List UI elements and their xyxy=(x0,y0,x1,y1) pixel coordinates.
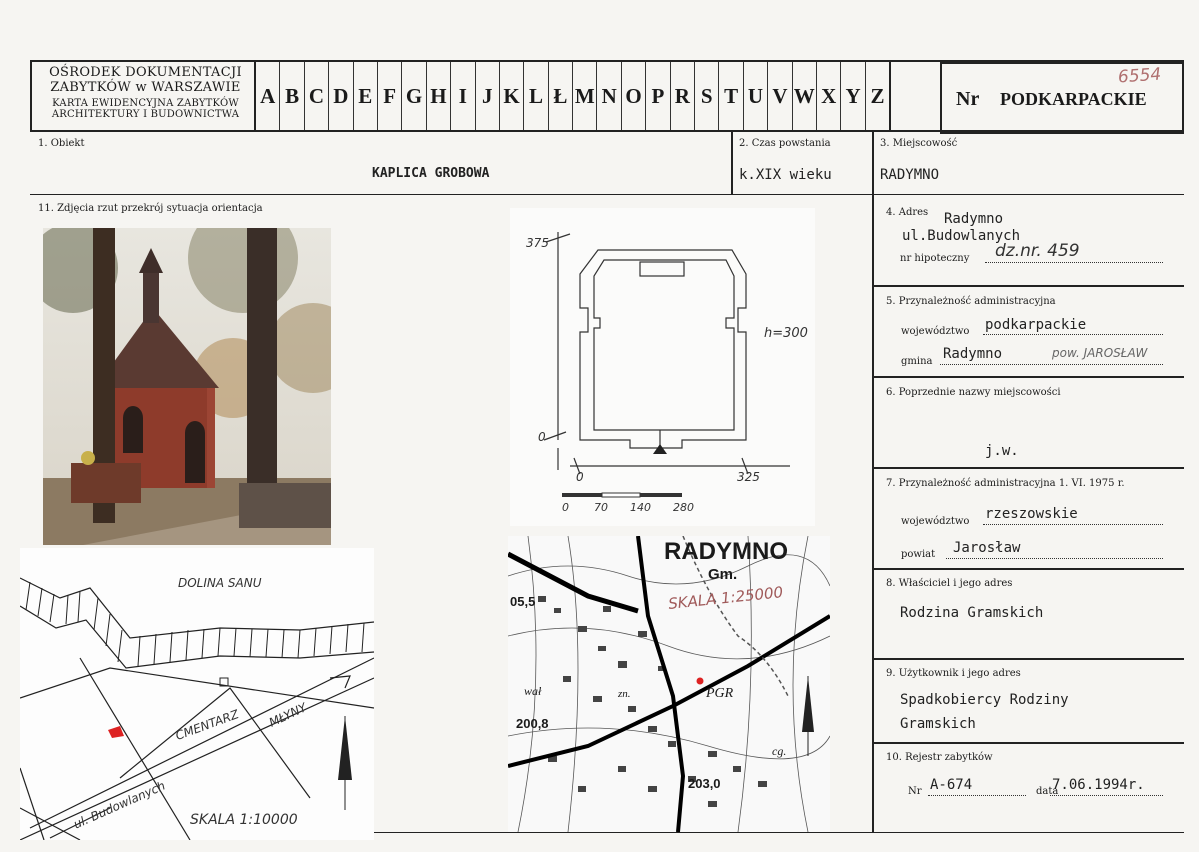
adres-line2: ul.Budowlanych xyxy=(902,228,1021,244)
letter-cell: M xyxy=(573,62,597,130)
chapel-photo xyxy=(43,228,331,545)
przynaleznosc-label: 5. Przynależność administracyjna xyxy=(886,296,1056,307)
obiekt-value: KAPLICA GROBOWA xyxy=(372,166,490,181)
sec5-rule xyxy=(874,376,1184,378)
topo-label-2: 200,8 xyxy=(516,716,549,731)
uzytkownik-line2: Gramskich xyxy=(900,716,976,732)
letter-cell: T xyxy=(719,62,743,130)
rejestr-data-line xyxy=(1050,795,1163,796)
topo-label-6: 203,0 xyxy=(688,776,721,791)
card-line1: KARTA EWIDENCYJNA ZABYTKÓW xyxy=(52,97,239,109)
site-sketch-map xyxy=(20,548,374,840)
powiat-handwritten: pow. JAROSŁAW xyxy=(1052,346,1148,360)
topo-label-1: wał xyxy=(524,684,542,698)
plan-y-bottom: 0 xyxy=(538,430,546,444)
plan-height-note: h=300 xyxy=(764,326,808,341)
wojewodztwo-label: województwo xyxy=(901,326,970,337)
zdjecia-label: 11. Zdjęcia rzut przekrój sytuacja orientacja xyxy=(38,203,263,214)
letter-cell: H xyxy=(427,62,451,130)
org-line1: OŚRODEK DOKUMENTACJI xyxy=(49,65,242,80)
sitemap-scale: SKALA 1:10000 xyxy=(190,812,298,828)
letter-cell: X xyxy=(817,62,841,130)
header-left-rule xyxy=(30,60,32,132)
uzytkownik-label: 9. Użytkownik i jego adres xyxy=(886,668,1021,679)
poprzednie-value: j.w. xyxy=(985,443,1019,459)
sec7-rule xyxy=(874,568,1184,570)
wlasciciel-label: 8. Właściciel i jego adres xyxy=(886,578,1013,589)
right-column-divider xyxy=(872,132,874,832)
letter-cell: N xyxy=(597,62,621,130)
rejestr-label: 10. Rejestr zabytków xyxy=(886,752,993,763)
org-line2: ZABYTKÓW w WARSZAWIE xyxy=(50,79,241,95)
rejestr-nr-value: A-674 xyxy=(930,777,973,793)
letter-cell: R xyxy=(671,62,695,130)
wojewodztwo-line xyxy=(983,334,1163,335)
letter-cell: B xyxy=(280,62,304,130)
sec4-rule xyxy=(874,285,1184,287)
rejestr-data-label: data xyxy=(1036,786,1059,797)
letter-cell: Z xyxy=(870,83,885,108)
hipoteczny-line xyxy=(985,262,1163,263)
poprzednie-label: 6. Poprzednie nazwy miejscowości xyxy=(886,387,1061,398)
topographic-map xyxy=(508,536,830,832)
letter-cell: K xyxy=(500,62,524,130)
letter-cell: V xyxy=(768,62,792,130)
sitemap-street: ul. Budowlanych xyxy=(71,778,168,832)
card-line2: ARCHITEKTURY I BUDOWNICTWA xyxy=(51,109,240,121)
sec9-rule xyxy=(874,742,1184,744)
letter-cell: J xyxy=(476,62,500,130)
letter-cell: Y xyxy=(841,62,865,130)
rejestr-data-value: 7.06.1994r. xyxy=(1052,777,1145,793)
powiat-value: Jarosław xyxy=(953,540,1021,556)
letter-cell: U xyxy=(744,62,768,130)
topo-title: RADYMNO xyxy=(664,538,788,565)
uzytkownik-line1: Spadkobiercy Rodziny xyxy=(900,692,1069,708)
letter-cell: Ł xyxy=(549,62,573,130)
gmina-line xyxy=(940,364,1163,365)
alphabet-index xyxy=(254,62,891,130)
letter-cell: S xyxy=(695,62,719,130)
letter-cell: F xyxy=(378,62,402,130)
wojewodztwo-value: podkarpackie xyxy=(985,317,1087,333)
miejscowosc-value: RADYMNO xyxy=(880,167,940,183)
card-number-box xyxy=(940,62,1184,134)
letter-cell: A xyxy=(256,62,280,130)
plan-x-left: 0 xyxy=(576,470,584,484)
gmina-value: Radymno xyxy=(943,346,1003,362)
nr-handwritten: 6554 xyxy=(1117,64,1162,88)
wlasciciel-value: Rodzina Gramskich xyxy=(900,605,1044,621)
rejestr-nr-line xyxy=(928,795,1026,796)
nr-value: PODKARPACKIE xyxy=(1000,89,1147,109)
topo-label-0: 05,5 xyxy=(510,594,536,609)
hipoteczny-value: dz.nr. 459 xyxy=(995,241,1080,261)
letter-cell: I xyxy=(451,62,475,130)
plan-scale-2: 140 xyxy=(630,501,651,514)
institution-header xyxy=(38,66,253,121)
topo-sub: Gm. xyxy=(708,566,738,583)
letter-cell: G xyxy=(402,62,426,130)
plan-y-top: 375 xyxy=(526,236,549,250)
rejestr-nr-label: Nr xyxy=(908,786,922,797)
sec8-rule xyxy=(874,658,1184,660)
floor-plan xyxy=(510,208,815,526)
czas-value: k.XIX wieku xyxy=(739,167,832,183)
woj1975-label: województwo xyxy=(901,516,970,527)
miejscowosc-label: 3. Miejscowość xyxy=(880,138,958,149)
plan-scale-3: 280 xyxy=(673,501,694,514)
sitemap-river: DOLINA SANU xyxy=(178,576,262,590)
letter-cell: O xyxy=(622,62,646,130)
letter-cell: E xyxy=(354,62,378,130)
przyn1975-label: 7. Przynależność administracyjna 1. VI. 1975 r. xyxy=(886,478,1125,489)
gmina-label: gmina xyxy=(901,356,933,367)
topo-label-4: zn. xyxy=(618,688,631,700)
topo-scale: SKALA 1:25000 xyxy=(667,583,784,613)
plan-scale-1: 70 xyxy=(594,501,608,514)
topo-label-3: PGR xyxy=(706,686,734,701)
letter-cell: D xyxy=(329,62,353,130)
plan-scale-0: 0 xyxy=(562,501,569,514)
row1-bottom-rule xyxy=(30,194,1184,195)
woj1975-line xyxy=(983,524,1163,525)
sec6-rule xyxy=(874,467,1184,469)
letter-cell: L xyxy=(524,62,548,130)
powiat-label: powiat xyxy=(901,549,936,560)
woj1975-value: rzeszowskie xyxy=(985,506,1078,522)
letter-cell: W xyxy=(793,62,817,130)
topo-label-5: cg. xyxy=(772,744,787,758)
sitemap-mill: MŁYNY xyxy=(266,700,309,730)
hipoteczny-label: nr hipoteczny xyxy=(900,253,970,264)
adres-label: 4. Adres xyxy=(886,207,929,218)
adres-line1: Radymno xyxy=(944,211,1004,227)
letter-cell: P xyxy=(646,62,670,130)
row1-divider-a xyxy=(731,132,733,194)
obiekt-label: 1. Obiekt xyxy=(38,138,85,149)
plan-x-right: 325 xyxy=(737,470,760,484)
czas-label: 2. Czas powstania xyxy=(739,138,831,149)
powiat-line xyxy=(946,558,1163,559)
nr-label: Nr xyxy=(956,88,980,110)
sitemap-cemetery: CMENTARZ xyxy=(173,707,241,743)
letter-cell: C xyxy=(305,62,329,130)
